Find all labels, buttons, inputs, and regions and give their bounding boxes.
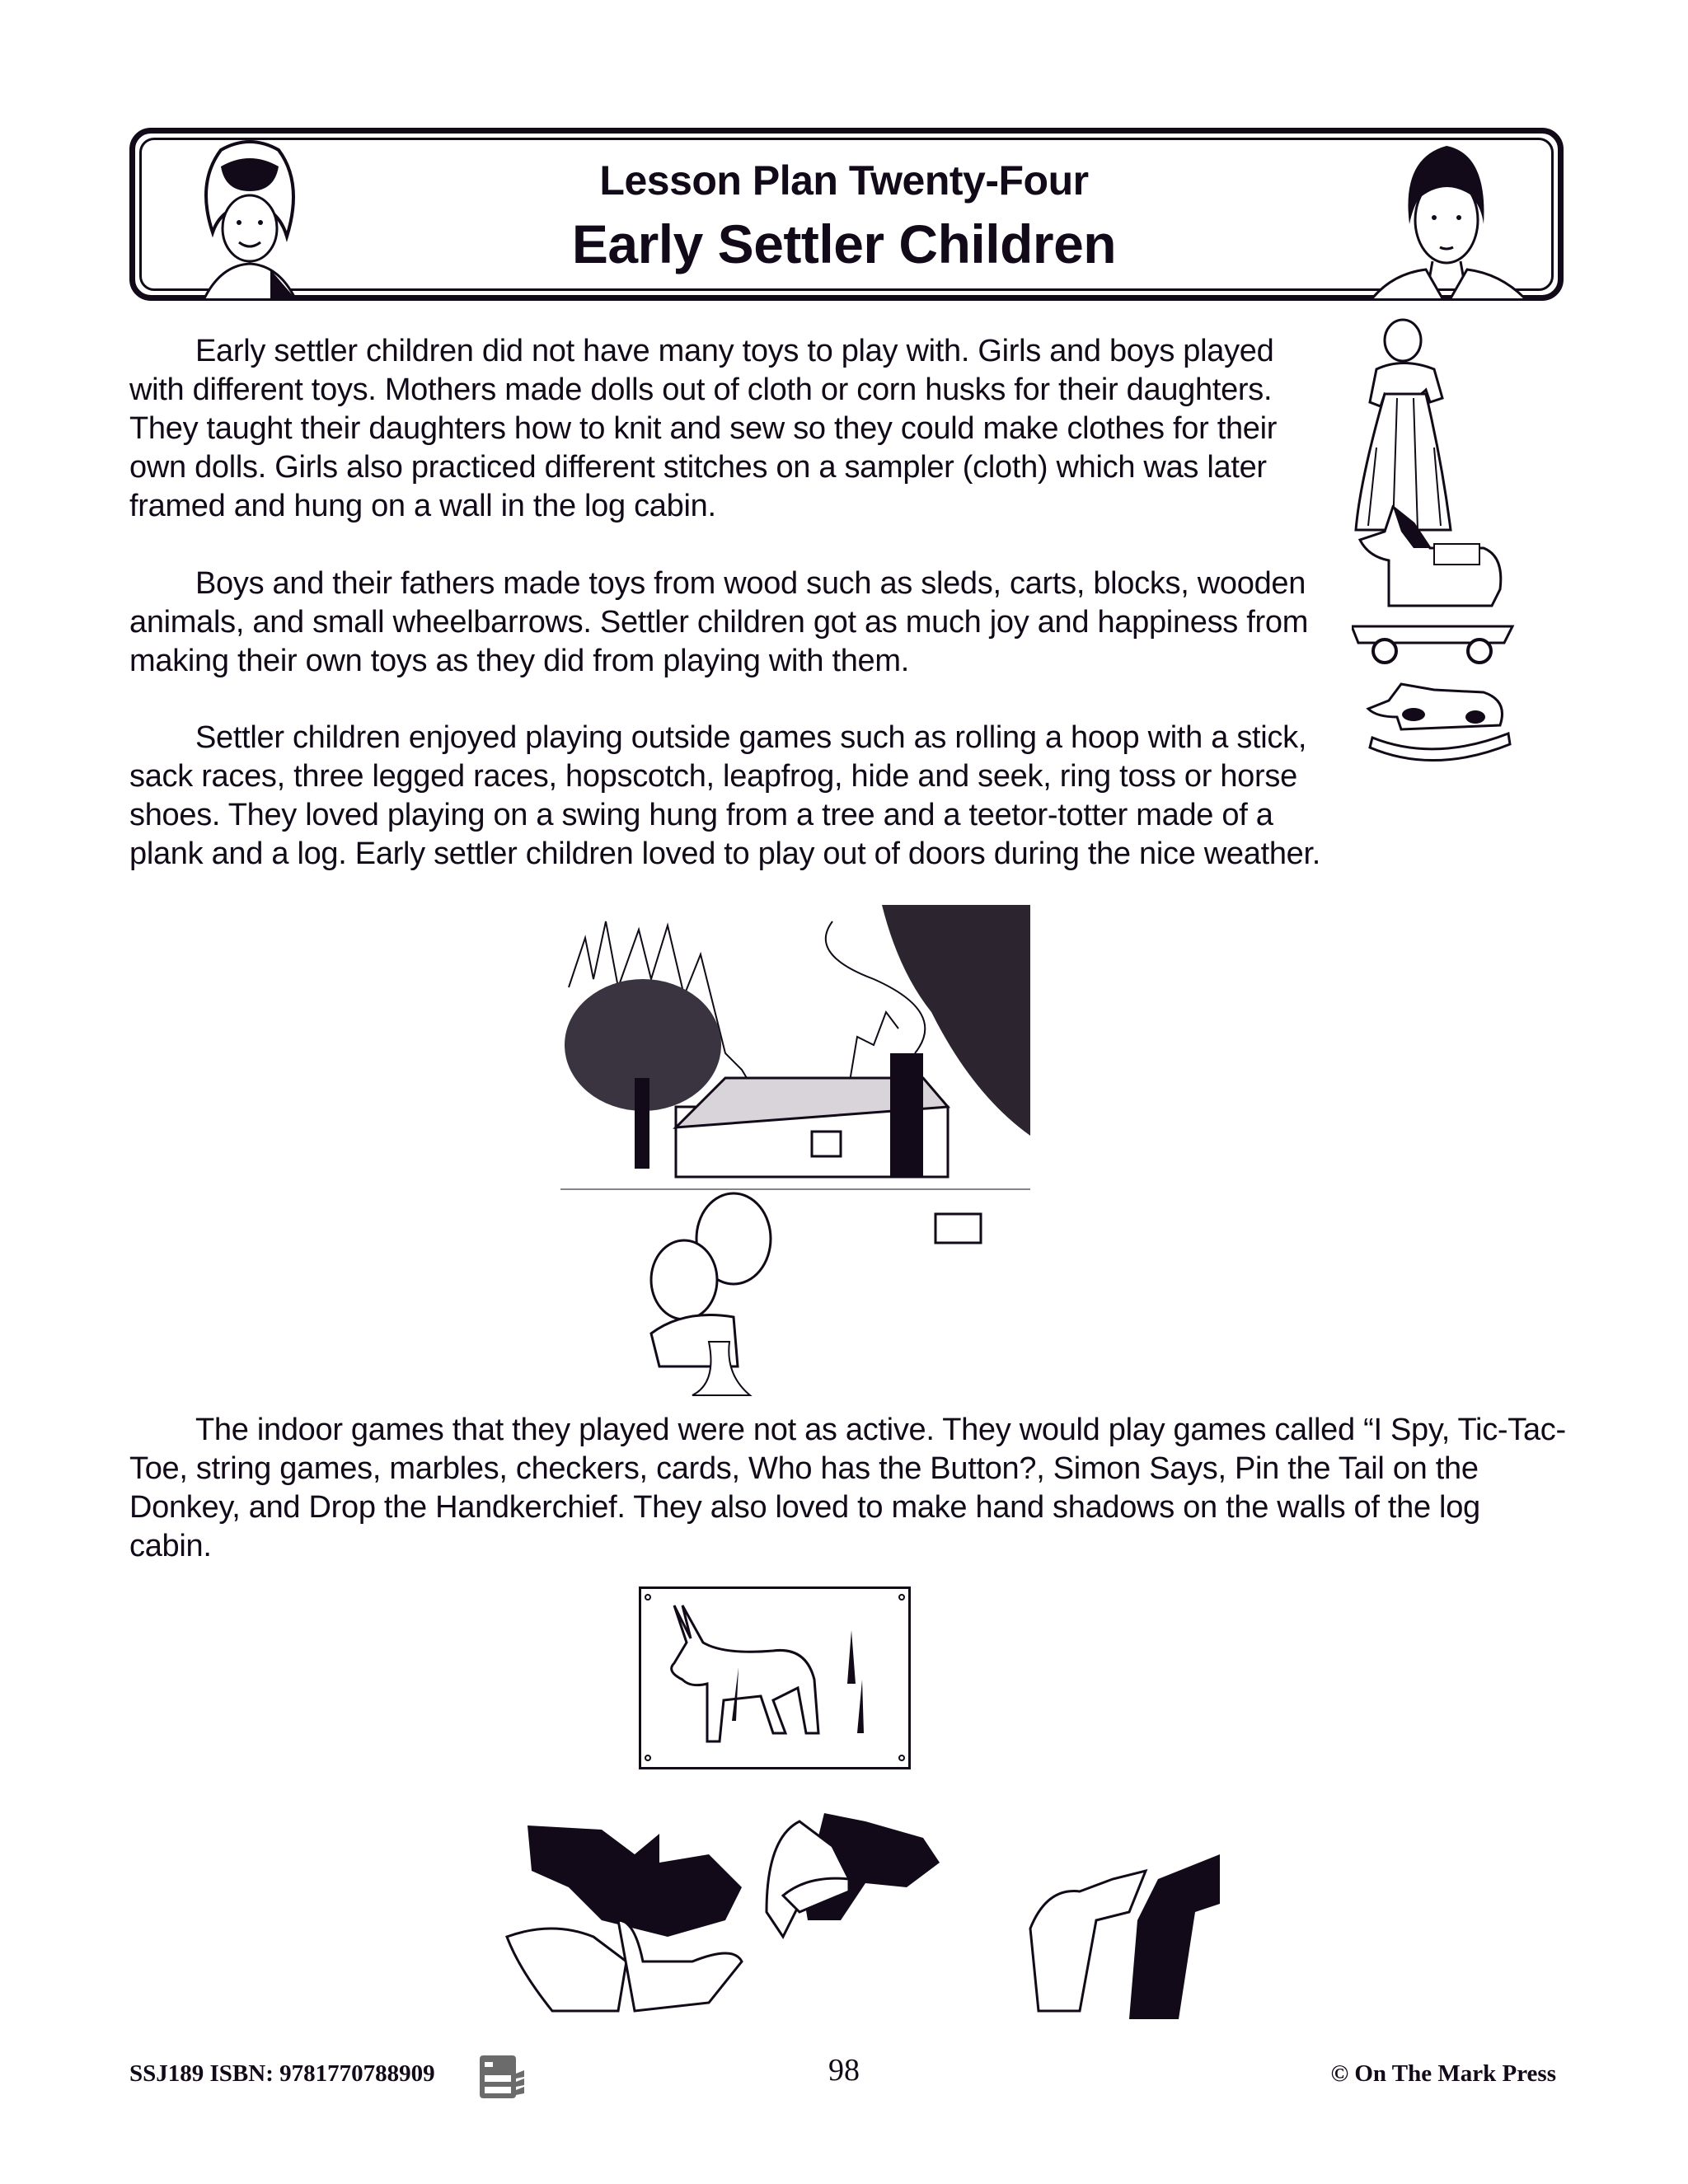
paragraph-toys-girls (129, 332, 1308, 526)
page-title: Early Settler Children (571, 213, 1117, 274)
paragraph-text: Early settler children did not have many toys to play with. Girls and boys played with different toys. Mothers made dolls out of cloth or corn husks for their daughters. They taught their daughters how to knit and sew so they could make clothes for their own dolls. Girls also practiced different stitches on a sampler (cloth) which was later framed and hung on a wall in the log cabin. (129, 334, 1278, 523)
paragraph-outdoor-games (129, 719, 1325, 874)
paragraph-text: Settler children enjoyed playing outside games such as rolling a hoop with a stick, sack races, three legged races, hopscotch, leapfrog, hide and seek, ring toss or horse shoes. They loved playing on a swing hung from a tree and a teetor-totter made of a plank and a log. Early settler children loved to play out of doors during the nice weather. (129, 720, 1321, 871)
bird-shadow (528, 1825, 742, 1937)
paragraph-indoor-games (129, 1411, 1568, 1566)
pin-the-tail-donkey-poster-illustration (639, 1586, 911, 1769)
book-code-isbn: SSJ189 ISBN: 9781770788909 (129, 2060, 435, 2087)
paragraph-text: The indoor games that they played were not as active. They would play games called “I Spy, Tic-Tac-Toe, string games, marbles, checkers, cards, Who has the Button?, Simon Says, Pin the Tail on the Donkey, and Drop the Handkerchief. They also loved to make hand shadows on the walls of the log cabin. (129, 1413, 1566, 1563)
toy-horses-illustration (1352, 499, 1517, 762)
paragraph-text: Boys and their fathers made toys from wood such as sleds, carts, blocks, wooden animals, and small wheelbarrows. Settler children got as much joy and happiness from making their own toys as they did from playing with them. (129, 566, 1309, 678)
log-cabin-scene-illustration (560, 905, 1030, 1399)
hand-shadows-illustration (503, 1797, 1228, 2019)
paragraph-toys-boys (129, 565, 1325, 681)
copyright-publisher: © On The Mark Press (1330, 2060, 1556, 2087)
page-number: 98 (828, 2053, 860, 2088)
lesson-label: Lesson Plan Twenty-Four (599, 157, 1089, 204)
